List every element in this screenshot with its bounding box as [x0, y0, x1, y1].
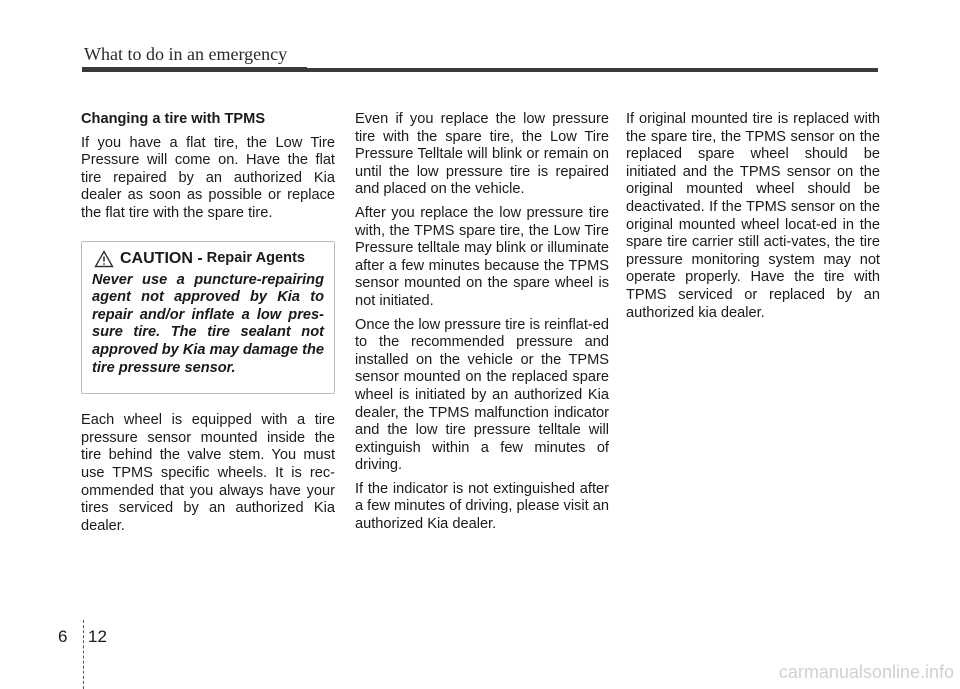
chapter-title: What to do in an emergency [84, 44, 288, 64]
caution-subtitle: Repair Agents [206, 249, 306, 266]
original-tire-paragraph: If original mounted tire is replaced with the spare tire, the TPMS sensor on the replaced spare wheel should be initiated and the TPMS sensor on the original mounted wheel should be deactivated. If the TPMS sensor on the original mounted wheel locat-ed in the spare tire carrier still acti-vates, the tire pressure monitoring system may not operate properly. Have the tire with TPMS serviced or replaced by an authorized kia dealer. [626, 111, 880, 321]
caution-text: Never use a puncture-repairing agent not approved by Kia to repair and/or inflate a low pres-sure tire. The tire sealant not approved by Kia may damage the tire pressure sensor. [92, 271, 324, 376]
caution-box [81, 241, 335, 395]
section-number: 6 [58, 627, 68, 646]
header-rule [82, 68, 878, 72]
caution-header [92, 250, 324, 268]
flat-tire-paragraph: If you have a flat tire, the Low Tire Pressure will come on. Have the flat tire repaired by an authorized Kia dealer as soon as possible or replace the flat tire with the spare tire. [81, 134, 335, 221]
column-1 [81, 111, 335, 541]
spare-sensor-paragraph: After you replace the low pressure tire with, the TPMS spare tire, the Low Tire Pressure telltale may blink or illuminate after a few minutes because the TPMS sensor mounted on the spare wheel is not initiated. [355, 204, 609, 309]
dealer-visit-paragraph: If the indicator is not extinguished after a few minutes of driving, please visit an authorized Kia dealer. [355, 480, 609, 533]
column-2 [355, 111, 609, 540]
warning-triangle-icon [94, 250, 114, 268]
wheel-sensor-paragraph: Each wheel is equipped with a tire pressure sensor mounted inside the tire behind the valve stem. You must use TPMS specific wheels. It is rec-ommended that you always have your tires serviced by an authorized Kia dealer. [81, 412, 335, 534]
page-number: 12 [88, 627, 107, 646]
section-heading: Changing a tire with TPMS [81, 111, 266, 127]
spare-telltale-paragraph: Even if you replace the low pressure tire with the spare tire, the Low Tire Pressure Telltale will blink or remain on until the low pressure tire is repaired and placed on the vehicle. [355, 111, 609, 198]
footer-divider [83, 620, 85, 689]
reinflate-paragraph: Once the low pressure tire is reinflat-ed to the recommended pressure and installed on the vehicle or the TPMS sensor mounted on the replaced spare wheel is initiated by an authorized Kia dealer, the TPMS malfunction indicator and the low tire pressure telltale will extinguish within a few minutes of driving. [355, 316, 609, 474]
watermark: carmanualsonline.info [778, 662, 954, 682]
caution-label: CAUTION - [120, 249, 203, 267]
column-3 [626, 111, 880, 328]
